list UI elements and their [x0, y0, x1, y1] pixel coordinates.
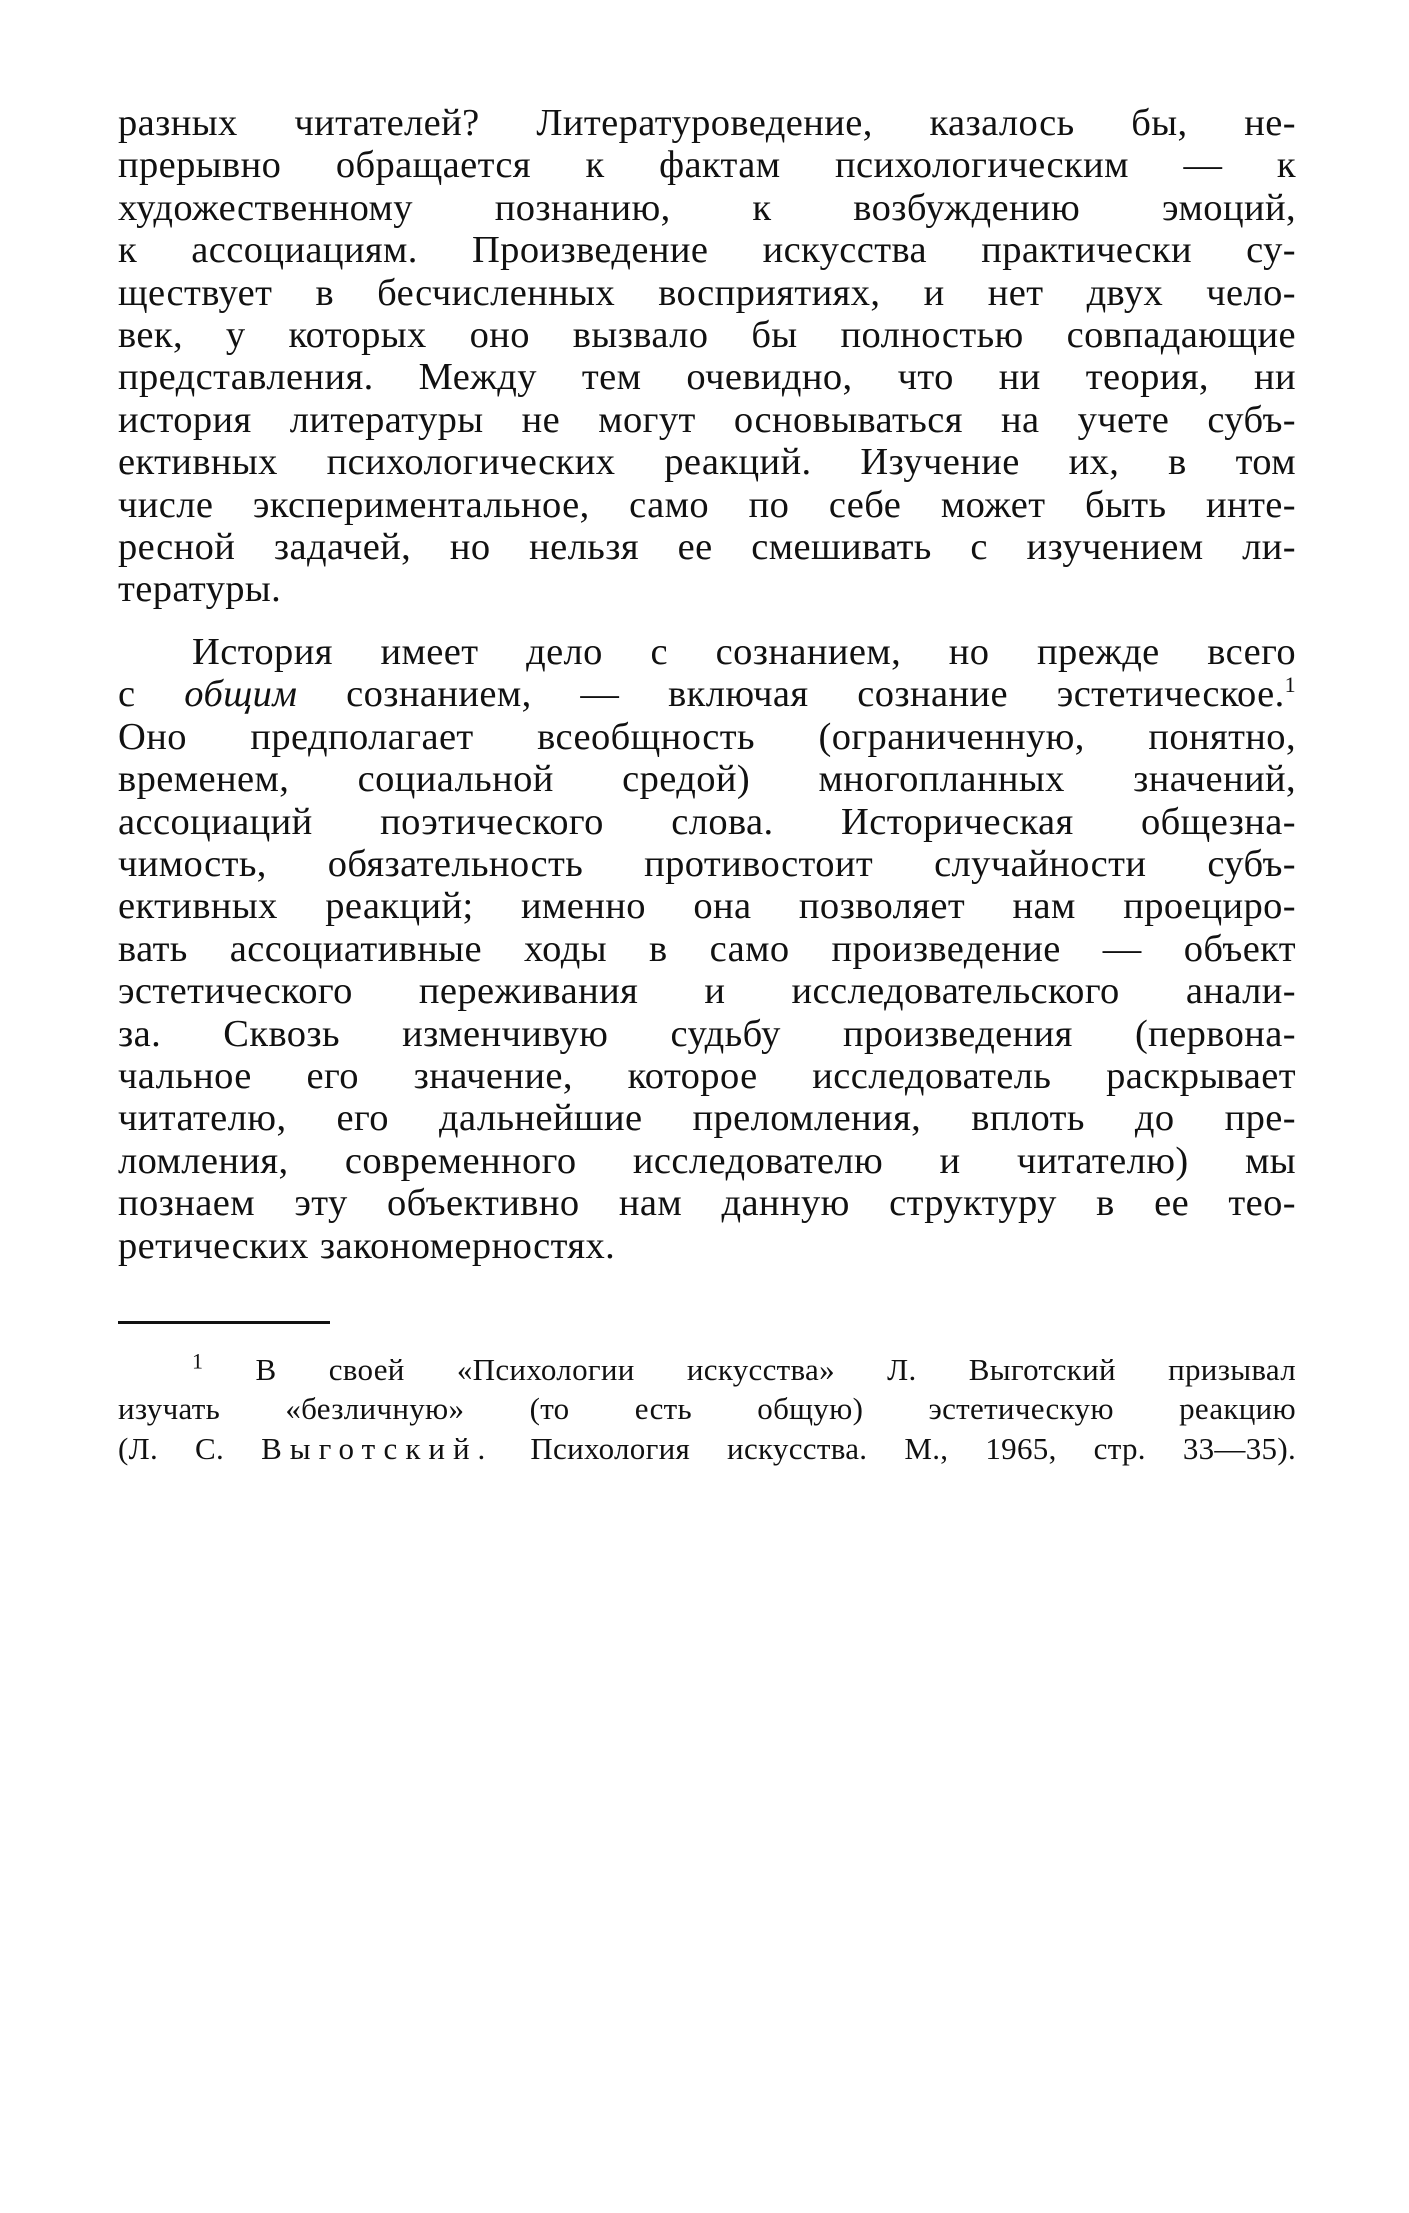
paragraph-2 [118, 631, 1296, 1267]
paragraph-2-line: читателю, его дальнейшие преломления, вплоть до пре- [118, 1097, 1296, 1140]
line2-suffix: сознанием, — включая сознание эстетическое. [297, 673, 1285, 716]
paragraph-2-line: познаем эту объективно нам данную структуру в ее тео- [118, 1182, 1296, 1225]
paragraph-1-line: ществует в бесчисленных восприятиях, и нет двух чело- [118, 271, 1296, 314]
footnote-text: В своей «Психологии искусства» Л. Выготский призывал [203, 1351, 1296, 1387]
citation-suffix: Психология искусства. М., 1965, стр. 33—35). [493, 1430, 1296, 1466]
paragraph-2-line: чимость, обязательность противостоит случайности субъ- [118, 842, 1296, 885]
paragraph-1-line: к ассоциациям. Произведение искусства практически су- [118, 229, 1296, 272]
paragraph-2-line-2 [118, 673, 1296, 715]
line2-prefix: с [118, 673, 185, 716]
citation-prefix: (Л. С. [118, 1430, 262, 1466]
paragraph-1-line: тературы. [118, 568, 282, 611]
paragraph-1-line: ективных психологических реакций. Изучение их, в том [118, 441, 1296, 484]
citation-author: Выготский. [261, 1430, 494, 1466]
footnote-line-3 [118, 1429, 1296, 1469]
paragraph-1-line: прерывно обращается к фактам психологическим — к [118, 144, 1296, 187]
paragraph-2-line: Оно предполагает всеобщность (ограниченную, понятно, [118, 715, 1296, 758]
paragraph-2-line: ективных реакций; именно она позволяет нам проециро- [118, 885, 1296, 928]
paragraph-2-line: за. Сквозь изменчивую судьбу произведения (первона- [118, 1012, 1296, 1055]
paragraph-1-line: история литературы не могут основываться на учете субъ- [118, 398, 1296, 441]
paragraph-1-line: художественному познанию, к возбуждению эмоций, [118, 186, 1296, 229]
paragraph-1-line: ресной задачей, но нельзя ее смешивать с изучением ли- [118, 526, 1296, 569]
footnote-marker: 1 [192, 1348, 204, 1374]
page [118, 102, 1296, 1468]
paragraph-1-line: представления. Между тем очевидно, что ни теория, ни [118, 356, 1296, 399]
footnote-line-2: изучать «безличную» (то есть общую) эстетическую реакцию [118, 1391, 1296, 1427]
paragraph-2-line: ретических закономерностях. [118, 1224, 616, 1267]
paragraph-1-line: век, у которых оно вызвало бы полностью совпадающие [118, 314, 1296, 357]
paragraph-1 [118, 102, 1296, 611]
paragraph-1-line: разных читателей? Литературоведение, казалось бы, не- [118, 102, 1296, 144]
paragraph-2-line: вать ассоциативные ходы в само произведение — объект [118, 927, 1296, 970]
paragraph-2-line: История имеет дело с сознанием, но прежде всего [192, 630, 1296, 673]
paragraph-2-line: ассоциаций поэтического слова. Историческая общезна- [118, 800, 1296, 843]
emphasis-word: общим [184, 673, 298, 716]
paragraph-1-line: числе экспериментальное, само по себе может быть инте- [118, 483, 1296, 526]
paragraph-2-line: временем, социальной средой) многопланных значений, [118, 758, 1296, 801]
footnote-line-1 [118, 1350, 1296, 1390]
footnote-divider [118, 1321, 330, 1324]
paragraph-2-line: эстетического переживания и исследовательского анали- [118, 970, 1296, 1013]
paragraph-2-line: чальное его значение, которое исследователь раскрывает [118, 1054, 1296, 1097]
footnote [118, 1350, 1296, 1469]
paragraph-2-line: ломления, современного исследователю и читателю) мы [118, 1139, 1296, 1182]
footnote-reference[interactable]: 1 [1284, 672, 1297, 698]
